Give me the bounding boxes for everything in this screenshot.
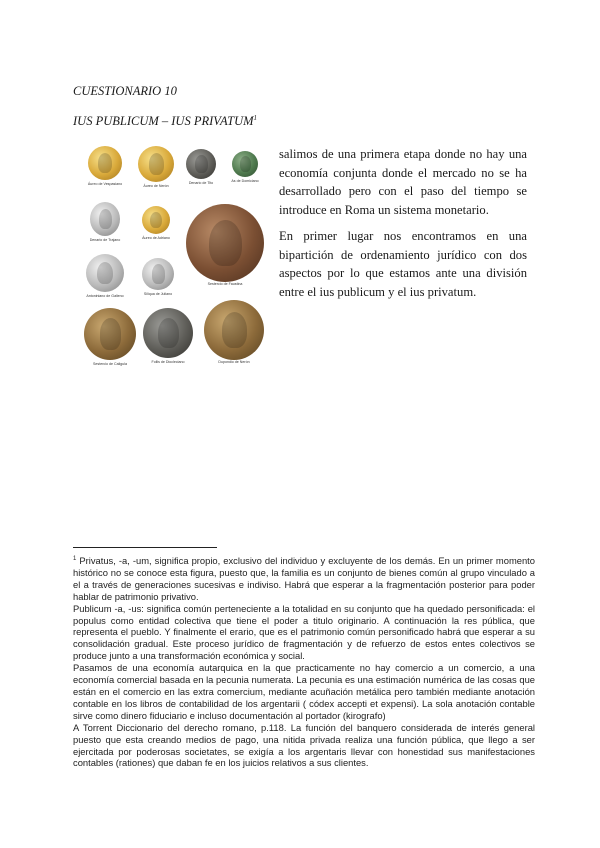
body-paragraph: En primer lugar nos encontramos en una bipartición de ordenamiento jurídico con dos aspectos por lo que estamos ante una división entre el ius publicum y el ius privatum.: [279, 229, 527, 299]
coin-caption: Áureo de Adriano: [142, 236, 170, 240]
coin-caption: Sestercio de Faustina: [207, 282, 243, 286]
roman-coins-image: [80, 140, 270, 378]
coin-image: [87, 146, 123, 186]
coin-caption: Sestercio de Caligula: [93, 362, 127, 366]
coin-image: [186, 149, 216, 185]
coin-image: [143, 308, 193, 364]
coin-caption: Denario de Trajano: [89, 238, 121, 242]
coin-image: [186, 204, 264, 286]
coin-image: [204, 300, 264, 364]
footnotes: [73, 555, 535, 769]
coin-caption: Dupondio de Nerón: [218, 360, 250, 364]
footnote-text: Privatus, -a, -um, significa propio, exclusivo del individuo y excluyente de los demás. En un primer momento histórico no se conoce esta figura, puesto que, la familia es un conjunto de bienes común al grupo vinculado a el a través de generaciones sucesivas e indiviso. Habrá que esperar a la fragmentación posterior para poder hablar de patrimonio privativo.: [73, 555, 535, 602]
coin-image: [84, 308, 136, 366]
coin-image: [89, 202, 121, 242]
coin-image: [138, 146, 174, 188]
section-title-text: IUS PUBLICUM – IUS PRIVATUM: [73, 114, 254, 128]
footnote-item: A Torrent Diccionario del derecho romano, p.118. La función del banquero considerada de interés general puesto que esta creando medios de pago, una nitida privada realiza una función pública, que llego a ser ejercitada por poderosas societates, se exigía a los argentaris llevar con honestidad sus manifestaciones contables (rationes) que daban fe en los juicios relativos a sus clientes.: [73, 721, 535, 769]
footnote-ref[interactable]: 1: [253, 113, 258, 122]
footnote-item: Publicum -a, -us: significa común perteneciente a la totalidad en su conjunto que ha quedado personificada: el populus como entidad colectiva que tiene el poder a titulo originario. A continuación la res pública, que representa el pueblo. Y finalmente el erario, que es el patrimonio común personificado habrá que esperar a su consolidación gradual. Este proceso jurídico de fragmentación y de refuerzo de estos entes colectivos se produce junto a una transformación económica y social.: [73, 602, 535, 662]
coin-caption: Áureo de Nerón: [143, 184, 169, 188]
coin-caption: Antoniniano de Galieno: [86, 294, 124, 298]
coin-image: [142, 258, 174, 296]
footnote-divider: [73, 547, 217, 548]
coin-caption: Siliqua de Juliano: [143, 292, 173, 296]
page-title: CUESTIONARIO 10: [73, 84, 177, 98]
coin-image: [231, 151, 259, 183]
footnote-item: [73, 555, 535, 603]
section-title: [73, 114, 257, 129]
coin-image: [86, 254, 124, 298]
body-paragraph: salimos de una primera etapa donde no hay una economía conjunta donde el mercado no se ha desarrollado pero con el paso del tiempo se introduce en Roma un sistema monetario.: [279, 147, 527, 217]
footnote-marker: 1: [73, 555, 77, 562]
coin-caption: Follis de Diocleciano: [151, 360, 185, 364]
coin-caption: As de Domiciano: [231, 179, 259, 183]
coin-caption: Denario de Tito: [188, 181, 214, 185]
coin-image: [142, 206, 170, 240]
footnote-item: Pasamos de una economía autarquica en la que practicamente no hay comercio a un comercio, a una economía comercial basada en la pecunia numerata. La pecunia es una estimación numérica de las cosas que están en el comercio en las extra comercium, mediante acuñación metálica pero también mediante anotación contable en los libros de contabilidad de los argentarii ( códex accepti et expensi). La sola anotación contable sirve como dinero fiduciario e incluso documentación al portador (kirografo): [73, 662, 535, 721]
coin-caption: Áureo de Vespasiano: [87, 182, 123, 186]
